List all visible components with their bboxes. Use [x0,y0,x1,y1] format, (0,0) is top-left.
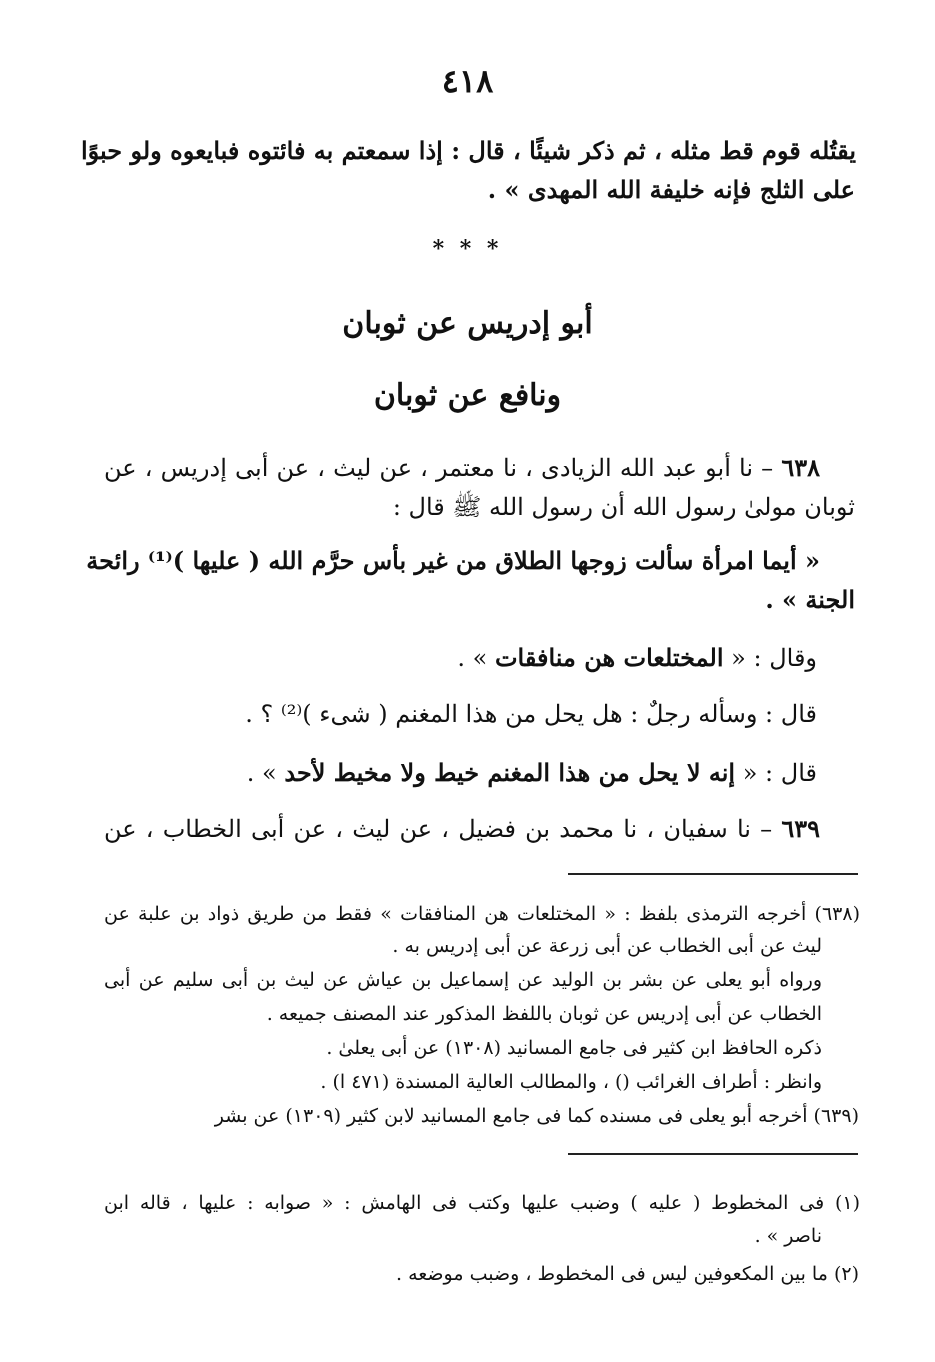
section-separator: * * * [432,236,503,262]
hadith-638-statement-2 [457,641,817,675]
hadith-number-639: ٦٣٩ [781,814,820,843]
intro-line-2: على الثلج فإنه خليفة الله المهدى » . [487,175,855,204]
note-2: (٢) ما بين المكعوفين ليس فى المخطوط ، وضبب موضعه . [395,1263,859,1285]
hadith-638-matn-line-1: « أيما امرأة سألت زوجها الطلاق من غير بأس حرَّم الله ( عليها )⁽¹⁾ رائحة [86,546,820,575]
takhrij-line-3: ورواه أبو يعلى عن بشر بن الوليد عن إسماعيل بن عياش عن ليث بن أبى سليم عن أبى [104,969,822,991]
hadith-638-question: قال : وسأله رجلٌ : هل يحل من هذا المغنم ( شىء )⁽²⁾ ؟ . [245,700,817,728]
takhrij-line-4: الخطاب عن أبى إدريس عن ثوبان باللفظ المذكور عند المصنف جميعه . [266,1003,822,1025]
hadith-638-line-2: ثوبان مولىٰ رسول الله أن رسول الله ﷺ قال : [392,493,855,521]
page-number: ٤١٨ [441,62,494,100]
hadith-number-638: ٦٣٨ [781,453,820,482]
note-1-line-1: (١) فى المخطوط ( عليه ) وضبب عليها وكتب فى الهامش : « صوابه : عليها ، قاله ابن [104,1192,860,1214]
takhrij-line-6: وانظر : أطراف الغرائب () ، والمطالب العالية المسندة (٤٧١ ا) . [320,1071,822,1093]
hadith-638-isnad-start: – نا أبو عبد الله الزيادى ، نا معتمر ، عن ليث ، عن أبى إدريس ، عن [104,454,782,482]
footnote-divider-1 [568,873,858,875]
hadith-638-line-1 [104,451,820,485]
note-1-line-2: ناصر » . [754,1225,822,1247]
hadith-638-matn-line-2: الجنة » . [765,585,855,614]
takhrij-line-1: (٦٣٨) أخرجه الترمذى بلفظ : « المختلعات هن المنافقات » فقط من طريق ذواد بن علبة عن [104,903,860,925]
hadith-638-answer [247,756,817,790]
footnote-divider-2 [568,1153,858,1155]
intro-line-1: يقتُله قوم قط مثله ، ثم ذكر شيئًا ، قال : إذا سمعتم به فائتوه فبايعوه ولو حبوًا [80,136,856,165]
statement-2-prefix: وقال : « [723,644,817,672]
statement-2-suffix: » . [457,644,495,672]
takhrij-line-2: ليث عن أبى الخطاب عن أبى زرعة عن أبى إدريس به . [392,935,822,957]
heading-abu-idris: أبو إدريس عن ثوبان [342,306,593,341]
answer-prefix: قال : « [735,759,817,787]
hadith-639-isnad-start: – نا سفيان ، نا محمد بن فضيل ، عن ليث ، عن أبى الخطاب ، عن [104,815,782,843]
takhrij-line-5: ذكره الحافظ ابن كثير فى جامع المسانيد (١٣٠٨) عن أبى يعلىٰ . [326,1037,822,1059]
answer-suffix: » . [246,759,285,787]
answer-bold: إنه لا يحل من هذا المغنم خيط ولا مخيط لأحد [284,758,736,787]
takhrij-line-7: (٦٣٩) أخرجه أبو يعلى فى مسنده كما فى جامع المسانيد لابن كثير (١٣٠٩) عن بشر [214,1105,859,1127]
hadith-639-line-1 [104,812,820,846]
statement-2-bold: المختلعات هن منافقات [494,643,724,672]
heading-nafi: ونافع عن ثوبان [373,378,562,413]
